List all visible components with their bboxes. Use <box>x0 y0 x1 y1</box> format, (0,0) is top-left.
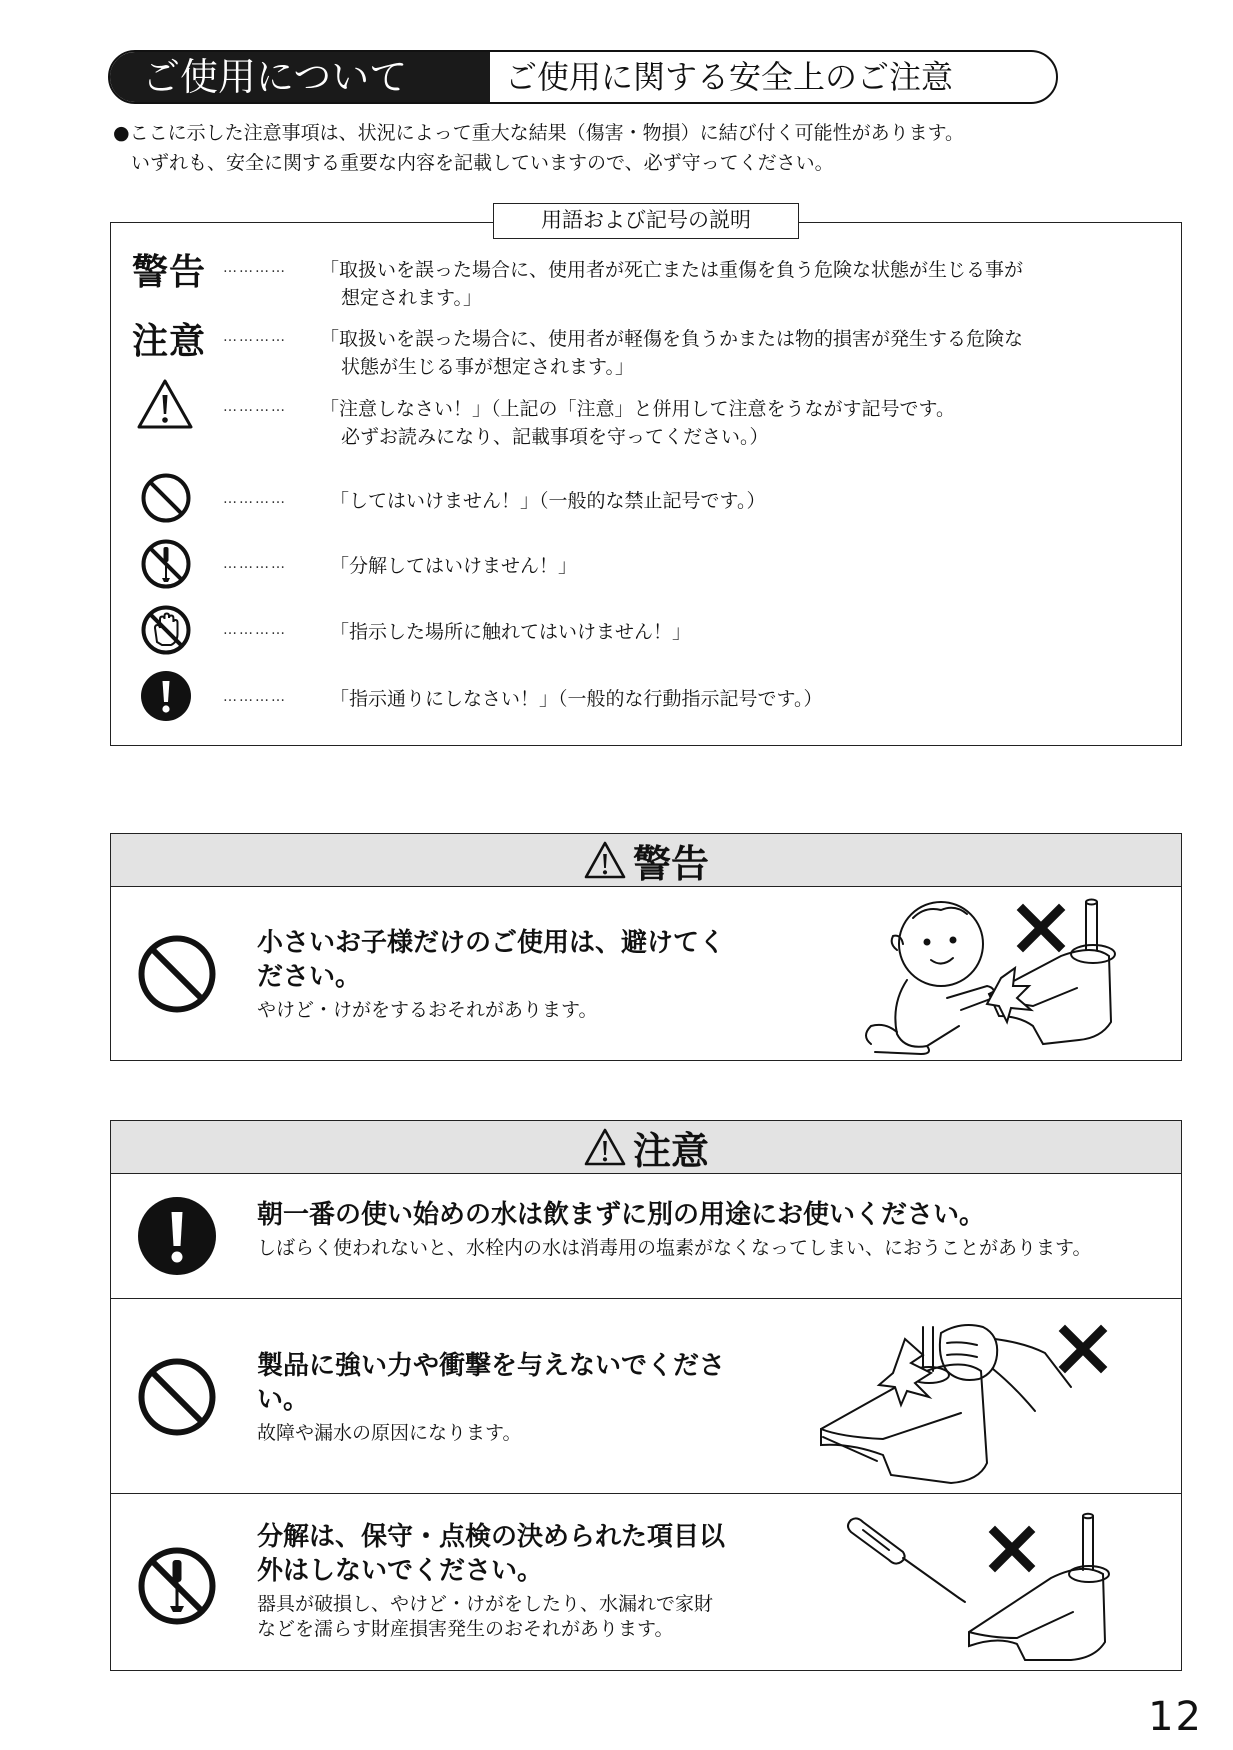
section-subtitle: ご使用に関する安全上のご注意 <box>505 58 954 96</box>
caution-item-2-text <box>257 1349 725 1446</box>
warning-main-line-2: ださい。 <box>257 962 362 992</box>
warning-triangle-icon <box>583 1127 627 1167</box>
dots: ………… <box>223 622 287 638</box>
legend-alert-desc-1: 「注意しなさい！」（上記の「注意」と併用して注意をうながす記号です。 <box>320 398 955 420</box>
legend-title: 用語および記号の説明 <box>493 203 799 239</box>
warning-panel-title: 警告 <box>632 841 709 886</box>
dots: ………… <box>223 556 287 572</box>
legend-warning-desc-2: 想定されます。」 <box>341 287 482 309</box>
legend-caution-desc-1: 「取扱いを誤った場合に、使用者が軽傷を負うかまたは物的損害が発生する危険な <box>320 328 1024 350</box>
intro-text <box>113 118 964 178</box>
dots: ………… <box>223 399 287 415</box>
caution-item <box>111 1174 1181 1298</box>
caution-item-1-sub: しばらく使われないと、水栓内の水は消毒用の塩素がなくなってしまい、におうことがあります。 <box>257 1237 1092 1259</box>
caution-item-3-sub-1: 器具が破損し、やけど・けがをしたり、水漏れで家財 <box>257 1593 714 1615</box>
intro-line-2: いずれも、安全に関する重要な内容を記載していますので、必ず守ってください。 <box>131 152 834 174</box>
caution-item <box>111 1298 1181 1493</box>
legend-prohibit-desc: 「してはいけません！」（一般的な禁止記号です。） <box>330 490 766 512</box>
caution-item-3-sub-2: などを濡らす財産損害発生のおそれがあります。 <box>257 1618 674 1640</box>
caution-item-1-main: 朝一番の使い始めの水は飲まずに別の用途にお使いください。 <box>257 1200 986 1230</box>
prohibition-icon <box>137 1357 217 1437</box>
legend-caution-term: 注意 <box>132 321 207 362</box>
dots: ………… <box>223 260 287 276</box>
no-disassembly-icon <box>137 1546 217 1626</box>
fist-faucet-illustration <box>811 1313 1151 1489</box>
mandatory-action-icon <box>140 670 192 722</box>
baby-faucet-illustration <box>831 894 1161 1056</box>
legend-box <box>110 222 1182 746</box>
caution-item-3-text <box>257 1520 725 1642</box>
no-touch-icon <box>140 604 192 656</box>
caution-item-1-text <box>257 1198 1091 1261</box>
warning-triangle-icon <box>583 840 627 880</box>
prohibition-icon <box>140 472 192 524</box>
mandatory-action-icon <box>137 1196 217 1276</box>
legend-no-disassemble-desc: 「分解してはいけません！」 <box>330 555 578 577</box>
warning-sub: やけど・けがをするおそれがあります。 <box>257 999 598 1021</box>
caution-item-2-main-1: 製品に強い力や衝撃を与えないでくださ <box>257 1351 726 1381</box>
caution-item-3-main-1: 分解は、保守・点検の決められた項目以 <box>257 1522 726 1552</box>
caution-item-2-main-2: い。 <box>257 1385 310 1415</box>
screwdriver-faucet-illustration <box>841 1502 1141 1668</box>
legend-warning-desc-1: 「取扱いを誤った場合に、使用者が死亡または重傷を負う危険な状態が生じる事が <box>320 259 1024 281</box>
legend-alert-desc-2: 必ずお読みになり、記載事項を守ってください。） <box>341 426 769 448</box>
warning-message <box>257 926 725 1023</box>
warning-panel-header <box>111 834 1181 887</box>
dots: ………… <box>223 329 287 345</box>
warning-panel <box>110 833 1182 1061</box>
legend-no-touch-desc: 「指示した場所に触れてはいけません！」 <box>330 621 692 643</box>
warning-main-line-1: 小さいお子様だけのご使用は、避けてく <box>257 928 726 958</box>
dots: ………… <box>223 491 287 507</box>
section-title: ご使用について <box>110 52 490 102</box>
legend-mandatory-desc: 「指示通りにしなさい！」（一般的な行動指示記号です。） <box>330 688 823 710</box>
prohibition-icon <box>137 934 217 1014</box>
caution-panel-header <box>111 1121 1181 1174</box>
intro-line-1: ●ここに示した注意事項は、状況によって重大な結果（傷害・物損）に結び付く可能性があります。 <box>113 122 965 144</box>
dots: ………… <box>223 689 287 705</box>
section-header <box>108 50 1058 104</box>
caution-item <box>111 1493 1181 1672</box>
legend-warning-term: 警告 <box>132 252 207 293</box>
caution-panel-title: 注意 <box>632 1128 709 1173</box>
caution-item-2-sub: 故障や漏水の原因になります。 <box>257 1422 522 1444</box>
no-disassembly-icon <box>140 538 192 590</box>
page-number: 12 <box>1148 1694 1203 1740</box>
caution-item-3-main-2: 外はしないでください。 <box>257 1556 544 1586</box>
legend-caution-desc-2: 状態が生じる事が想定されます。」 <box>341 356 634 378</box>
caution-panel <box>110 1120 1182 1671</box>
warning-triangle-icon <box>136 378 194 430</box>
